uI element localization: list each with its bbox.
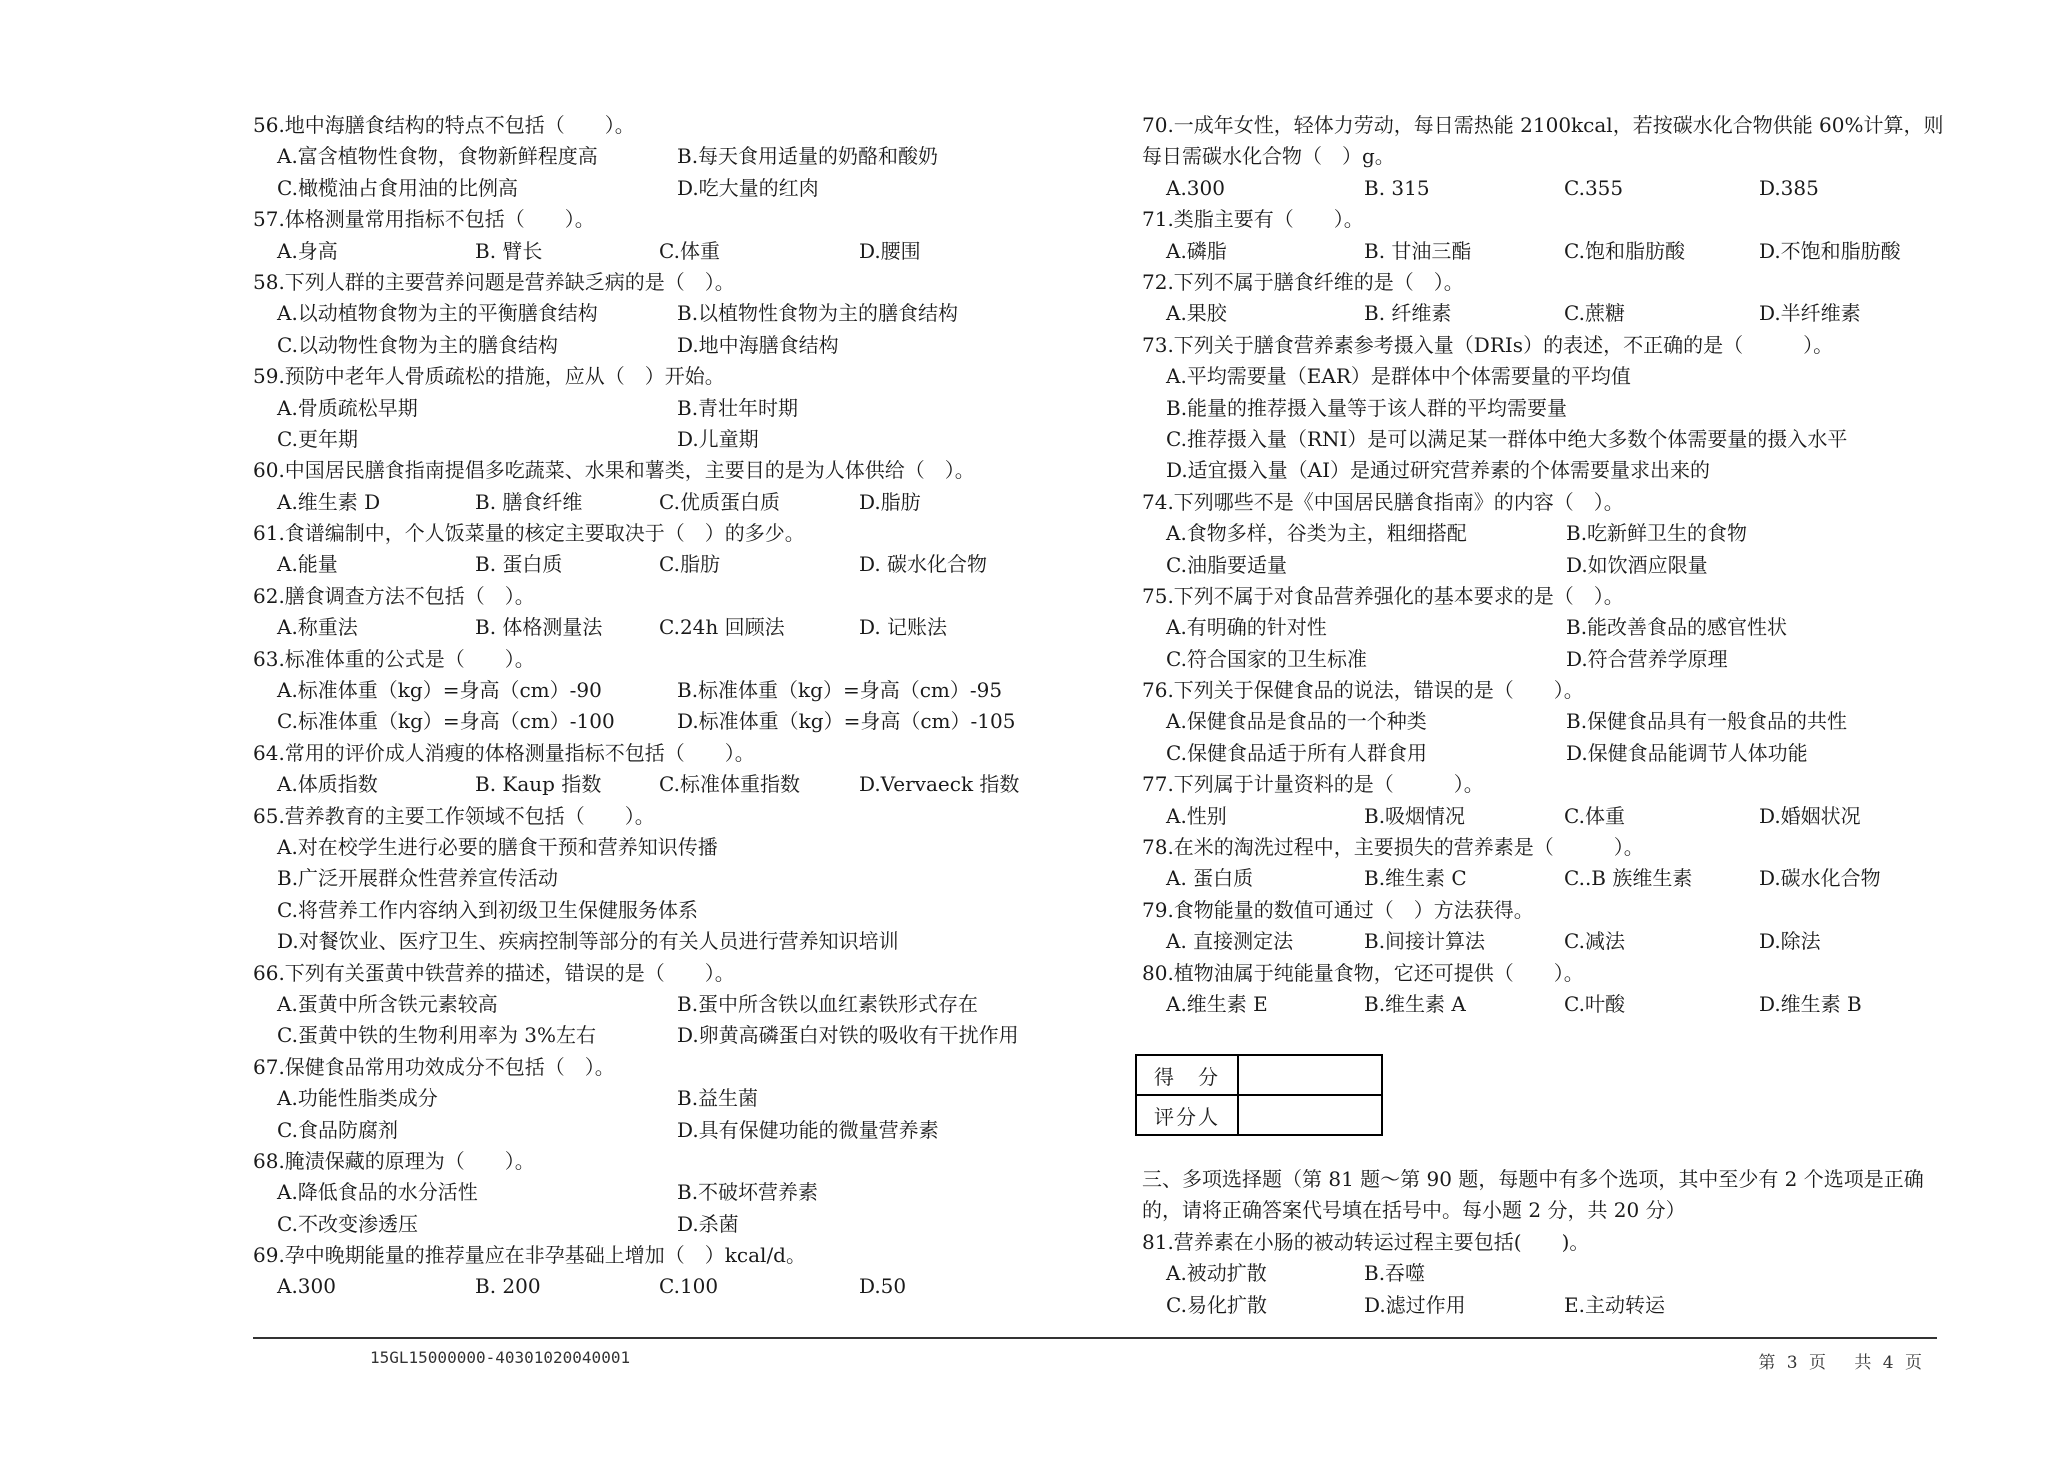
option-a: A.维生素 E xyxy=(1166,991,1268,1016)
option-row xyxy=(253,1020,1073,1051)
option-a: A.果胶 xyxy=(1166,301,1227,326)
option-row xyxy=(1142,738,1962,769)
option-d: D.滤过作用 xyxy=(1364,1292,1466,1317)
option-d: D.如饮酒应限量 xyxy=(1566,552,1708,577)
option-b: B.益生菌 xyxy=(677,1086,759,1111)
question-stem: 80.植物油属于纯能量食物，它还可提供（ ）。 xyxy=(1142,960,1584,985)
question-stem: 76.下列关于保健食品的说法，错误的是（ ）。 xyxy=(1142,678,1584,703)
option-a: A.身高 xyxy=(277,238,338,263)
question-stem: 71.类脂主要有（ ）。 xyxy=(1142,207,1364,232)
option-b: B. 体格测量法 xyxy=(475,615,603,640)
page-number: 第 3 页 共 4 页 xyxy=(1758,1353,1922,1373)
question-stem: 62.膳食调查方法不包括（ ）。 xyxy=(253,583,535,608)
option-row xyxy=(1142,926,1962,957)
option-a: A.骨质疏松早期 xyxy=(277,395,418,420)
score-table xyxy=(1135,1054,1383,1136)
option-row xyxy=(253,1209,1073,1240)
option-c: C.保健食品适于所有人群食用 xyxy=(1166,740,1427,765)
option-c: C.脂肪 xyxy=(659,552,720,577)
option-row xyxy=(253,549,1073,580)
option-d: D.具有保健功能的微量营养素 xyxy=(677,1117,939,1142)
option-row xyxy=(1142,644,1962,675)
option-a: A.称重法 xyxy=(277,615,358,640)
option-a: A.以动植物食物为主的平衡膳食结构 xyxy=(277,301,598,326)
option-row xyxy=(1142,1290,1962,1321)
question-stem: 75.下列不属于对食品营养强化的基本要求的是（ ）。 xyxy=(1142,583,1624,608)
option-a: A.保健食品是食品的一个种类 xyxy=(1166,709,1427,734)
option-a: A.300 xyxy=(277,1274,336,1299)
question-stem: 78.在米的淘洗过程中，主要损失的营养素是（ ）。 xyxy=(1142,835,1644,860)
option-c: C.体重 xyxy=(1564,803,1625,828)
score-label: 得 分 xyxy=(1136,1055,1238,1095)
option-a: A.体质指数 xyxy=(277,772,378,797)
option-b: B.间接计算法 xyxy=(1364,929,1486,954)
option-b: B. 甘油三酯 xyxy=(1364,238,1472,263)
option-b: B. 膳食纤维 xyxy=(475,489,583,514)
option-d: D.儿童期 xyxy=(677,426,759,451)
option-d: D.卵黄高磷蛋白对铁的吸收有干扰作用 xyxy=(677,1023,1019,1048)
option-c: C.24h 回顾法 xyxy=(659,615,785,640)
option-d: D.标准体重（kg）=身高（cm）-105 xyxy=(677,709,1016,734)
option-a: A.平均需要量（EAR）是群体中个体需要量的平均值 xyxy=(1166,364,1631,389)
option-d: D.半纤维素 xyxy=(1759,301,1861,326)
option-d: D.385 xyxy=(1759,175,1819,200)
question-stem: 67.保健食品常用功效成分不包括（ ）。 xyxy=(253,1054,615,1079)
option-b: B. 200 xyxy=(475,1274,541,1299)
option-c: C.不改变渗透压 xyxy=(277,1211,418,1236)
option-row xyxy=(1142,612,1962,643)
question-stem: 64.常用的评价成人消瘦的体格测量指标不包括（ ）。 xyxy=(253,740,755,765)
option-a: A. 蛋白质 xyxy=(1166,866,1254,891)
question-stem: 65.营养教育的主要工作领域不包括（ ）。 xyxy=(253,803,655,828)
option-row xyxy=(253,424,1073,455)
option-row xyxy=(253,487,1073,518)
option-a: A.蛋黄中所含铁元素较高 xyxy=(277,991,498,1016)
option-c: C.饱和脂肪酸 xyxy=(1564,238,1685,263)
option-row xyxy=(253,1115,1073,1146)
grader-cell xyxy=(1238,1095,1382,1135)
option-a: A.磷脂 xyxy=(1166,238,1227,263)
option-c: C.橄榄油占食用油的比例高 xyxy=(277,175,518,200)
option-row xyxy=(253,675,1073,706)
question-stem: 60.中国居民膳食指南提倡多吃蔬菜、水果和薯类，主要目的是为人体供给（ ）。 xyxy=(253,458,975,483)
option-d: D.地中海膳食结构 xyxy=(677,332,839,357)
option-a: A.标准体重（kg）=身高（cm）-90 xyxy=(277,678,602,703)
question-stem: 81.营养素在小肠的被动转运过程主要包括( )。 xyxy=(1142,1230,1590,1254)
option-row xyxy=(1142,518,1962,549)
option-row xyxy=(1142,298,1962,329)
question-stem: 69.孕中晚期能量的推荐量应在非孕基础上增加（ ）kcal/d。 xyxy=(253,1243,806,1268)
option-row xyxy=(253,989,1073,1020)
option-row xyxy=(1142,1258,1962,1289)
option-c: C.355 xyxy=(1564,175,1624,200)
option-a: A.维生素 D xyxy=(277,489,381,514)
option-d: D. 记账法 xyxy=(859,615,948,640)
option-c: C.优质蛋白质 xyxy=(659,489,780,514)
option-row xyxy=(253,330,1073,361)
question-stem: 70.一成年女性，轻体力劳动，每日需热能 2100kcal，若按碳水化合物供能 60%计算，则每日需碳水化合物（ ）g。 xyxy=(1142,113,1944,169)
option-row xyxy=(253,1177,1073,1208)
option-b: B. 纤维素 xyxy=(1364,301,1452,326)
option-row xyxy=(253,769,1073,800)
option-c: C.推荐摄入量（RNI）是可以满足某一群体中绝大多数个体需要量的摄入水平 xyxy=(1166,426,1848,451)
section-3-title: 三、多项选择题（第 81 题～第 90 题，每题中有多个选项，其中至少有 2 个选项是正确的，请将正确答案代号填在括号中。每小题 2 分，共 20 分） xyxy=(1142,1167,1924,1223)
option-d: D. 碳水化合物 xyxy=(859,552,988,577)
question-stem: 57.体格测量常用指标不包括（ ）。 xyxy=(253,207,595,232)
question-stem: 59.预防中老年人骨质疏松的措施，应从（ ）开始。 xyxy=(253,364,725,389)
footer-divider xyxy=(253,1337,1937,1339)
question-stem: 68.腌渍保藏的原理为（ ）。 xyxy=(253,1148,535,1173)
option-b: B.青壮年时期 xyxy=(677,395,799,420)
option-d: D.对餐饮业、医疗卫生、疾病控制等部分的有关人员进行营养知识培训 xyxy=(277,929,899,954)
option-row xyxy=(1142,801,1962,832)
option-row xyxy=(1142,173,1962,204)
option-d: D.50 xyxy=(859,1274,907,1299)
option-row xyxy=(1142,706,1962,737)
option-row xyxy=(253,1271,1073,1302)
option-row xyxy=(253,141,1073,172)
option-b: B.能量的推荐摄入量等于该人群的平均需要量 xyxy=(1166,395,1568,420)
grader-label: 评分人 xyxy=(1136,1095,1238,1135)
option-a: A.富含植物性食物，食物新鲜程度高 xyxy=(277,144,598,169)
option-b: B.广泛开展群众性营养宣传活动 xyxy=(277,866,559,891)
option-c: C.体重 xyxy=(659,238,720,263)
option-b: B.不破坏营养素 xyxy=(677,1180,819,1205)
option-b: B.能改善食品的感官性状 xyxy=(1566,615,1788,640)
option-b: B. 315 xyxy=(1364,175,1430,200)
option-a: A. 直接测定法 xyxy=(1166,929,1294,954)
question-stem: 74.下列哪些不是《中国居民膳食指南》的内容（ ）。 xyxy=(1142,489,1624,514)
option-row xyxy=(253,612,1073,643)
option-d: D.婚姻状况 xyxy=(1759,803,1861,828)
option-d: D.维生素 B xyxy=(1759,991,1862,1016)
question-stem: 72.下列不属于膳食纤维的是（ ）。 xyxy=(1142,269,1464,294)
option-e: E.主动转运 xyxy=(1564,1292,1665,1317)
option-d: D.吃大量的红肉 xyxy=(677,175,819,200)
question-stem: 77.下列属于计量资料的是（ ）。 xyxy=(1142,772,1484,797)
option-b: B.保健食品具有一般食品的共性 xyxy=(1566,709,1848,734)
option-b: B.吸烟情况 xyxy=(1364,803,1466,828)
question-stem: 63.标准体重的公式是（ ）。 xyxy=(253,646,535,671)
option-a: A.300 xyxy=(1166,175,1225,200)
option-row xyxy=(1142,550,1962,581)
option-a: A.有明确的针对性 xyxy=(1166,615,1327,640)
question-stem: 66.下列有关蛋黄中铁营养的描述，错误的是（ ）。 xyxy=(253,960,735,985)
option-c: C.减法 xyxy=(1564,929,1625,954)
option-row xyxy=(253,298,1073,329)
option-c: C.蛋黄中铁的生物利用率为 3%左右 xyxy=(277,1023,597,1048)
option-c: C..B 族维生素 xyxy=(1564,866,1693,891)
option-c: C.以动物性食物为主的膳食结构 xyxy=(277,332,558,357)
option-row xyxy=(253,236,1073,267)
option-b: B.吞噬 xyxy=(1364,1261,1426,1286)
option-b: B.以植物性食物为主的膳食结构 xyxy=(677,301,959,326)
option-b: B. 臂长 xyxy=(475,238,543,263)
option-c: C.食品防腐剂 xyxy=(277,1117,398,1142)
option-b: B.蛋中所含铁以血红素铁形式存在 xyxy=(677,991,979,1016)
option-b: B. 蛋白质 xyxy=(475,552,563,577)
option-row xyxy=(253,1083,1073,1114)
score-cell xyxy=(1238,1055,1382,1095)
question-stem: 58.下列人群的主要营养问题是营养缺乏病的是（ ）。 xyxy=(253,269,735,294)
option-b: B. Kaup 指数 xyxy=(475,772,602,797)
option-row xyxy=(253,173,1073,204)
option-d: D.腰围 xyxy=(859,238,921,263)
option-c: C.叶酸 xyxy=(1564,991,1625,1016)
option-c: C.油脂要适量 xyxy=(1166,552,1287,577)
option-d: D.脂肪 xyxy=(859,489,921,514)
option-d: D.不饱和脂肪酸 xyxy=(1759,238,1901,263)
option-c: C.100 xyxy=(659,1274,719,1299)
question-stem: 73.下列关于膳食营养素参考摄入量（DRIs）的表述，不正确的是（ ）。 xyxy=(1142,332,1834,357)
option-c: C.将营养工作内容纳入到初级卫生保健服务体系 xyxy=(277,897,698,922)
option-d: D.除法 xyxy=(1759,929,1821,954)
option-a: A.食物多样，谷类为主，粗细搭配 xyxy=(1166,521,1467,546)
right-column xyxy=(1142,110,1962,1020)
option-d: D.符合营养学原理 xyxy=(1566,646,1728,671)
question-stem: 56.地中海膳食结构的特点不包括（ ）。 xyxy=(253,113,635,137)
option-d: D.碳水化合物 xyxy=(1759,866,1881,891)
option-c: C.更年期 xyxy=(277,426,358,451)
option-a: A.降低食品的水分活性 xyxy=(277,1180,478,1205)
option-row xyxy=(253,393,1073,424)
option-b: B.吃新鲜卫生的食物 xyxy=(1566,521,1748,546)
option-c: C.标准体重指数 xyxy=(659,772,800,797)
option-b: B.每天食用适量的奶酪和酸奶 xyxy=(677,144,939,169)
option-c: C.蔗糖 xyxy=(1564,301,1625,326)
option-row xyxy=(1142,236,1962,267)
left-column xyxy=(253,110,1073,1303)
option-row xyxy=(253,706,1073,737)
option-a: A.功能性脂类成分 xyxy=(277,1086,438,1111)
option-d: D.保健食品能调节人体功能 xyxy=(1566,740,1808,765)
option-row xyxy=(1142,989,1962,1020)
option-a: A.性别 xyxy=(1166,803,1227,828)
option-b: B.维生素 A xyxy=(1364,991,1466,1016)
option-a: A.能量 xyxy=(277,552,338,577)
option-d: D.Vervaeck 指数 xyxy=(859,772,1020,797)
option-a: A.对在校学生进行必要的膳食干预和营养知识传播 xyxy=(277,834,718,859)
option-c: C.符合国家的卫生标准 xyxy=(1166,646,1367,671)
question-stem: 79.食物能量的数值可通过（ ）方法获得。 xyxy=(1142,897,1534,922)
option-d: D.适宜摄入量（AI）是通过研究营养素的个体需要量求出来的 xyxy=(1166,458,1711,483)
footer-code: 15GL15000000-40301020040001 xyxy=(370,1348,631,1367)
option-c: C.易化扩散 xyxy=(1166,1292,1267,1317)
option-b: B.维生素 C xyxy=(1364,866,1467,891)
option-a: A.被动扩散 xyxy=(1166,1261,1267,1286)
option-d: D.杀菌 xyxy=(677,1211,739,1236)
option-row xyxy=(1142,863,1962,894)
question-stem: 61.食谱编制中，个人饭菜量的核定主要取决于（ ）的多少。 xyxy=(253,521,805,546)
question-81 xyxy=(1142,1227,1962,1321)
option-b: B.标准体重（kg）=身高（cm）-95 xyxy=(677,678,1003,703)
option-c: C.标准体重（kg）=身高（cm）-100 xyxy=(277,709,615,734)
